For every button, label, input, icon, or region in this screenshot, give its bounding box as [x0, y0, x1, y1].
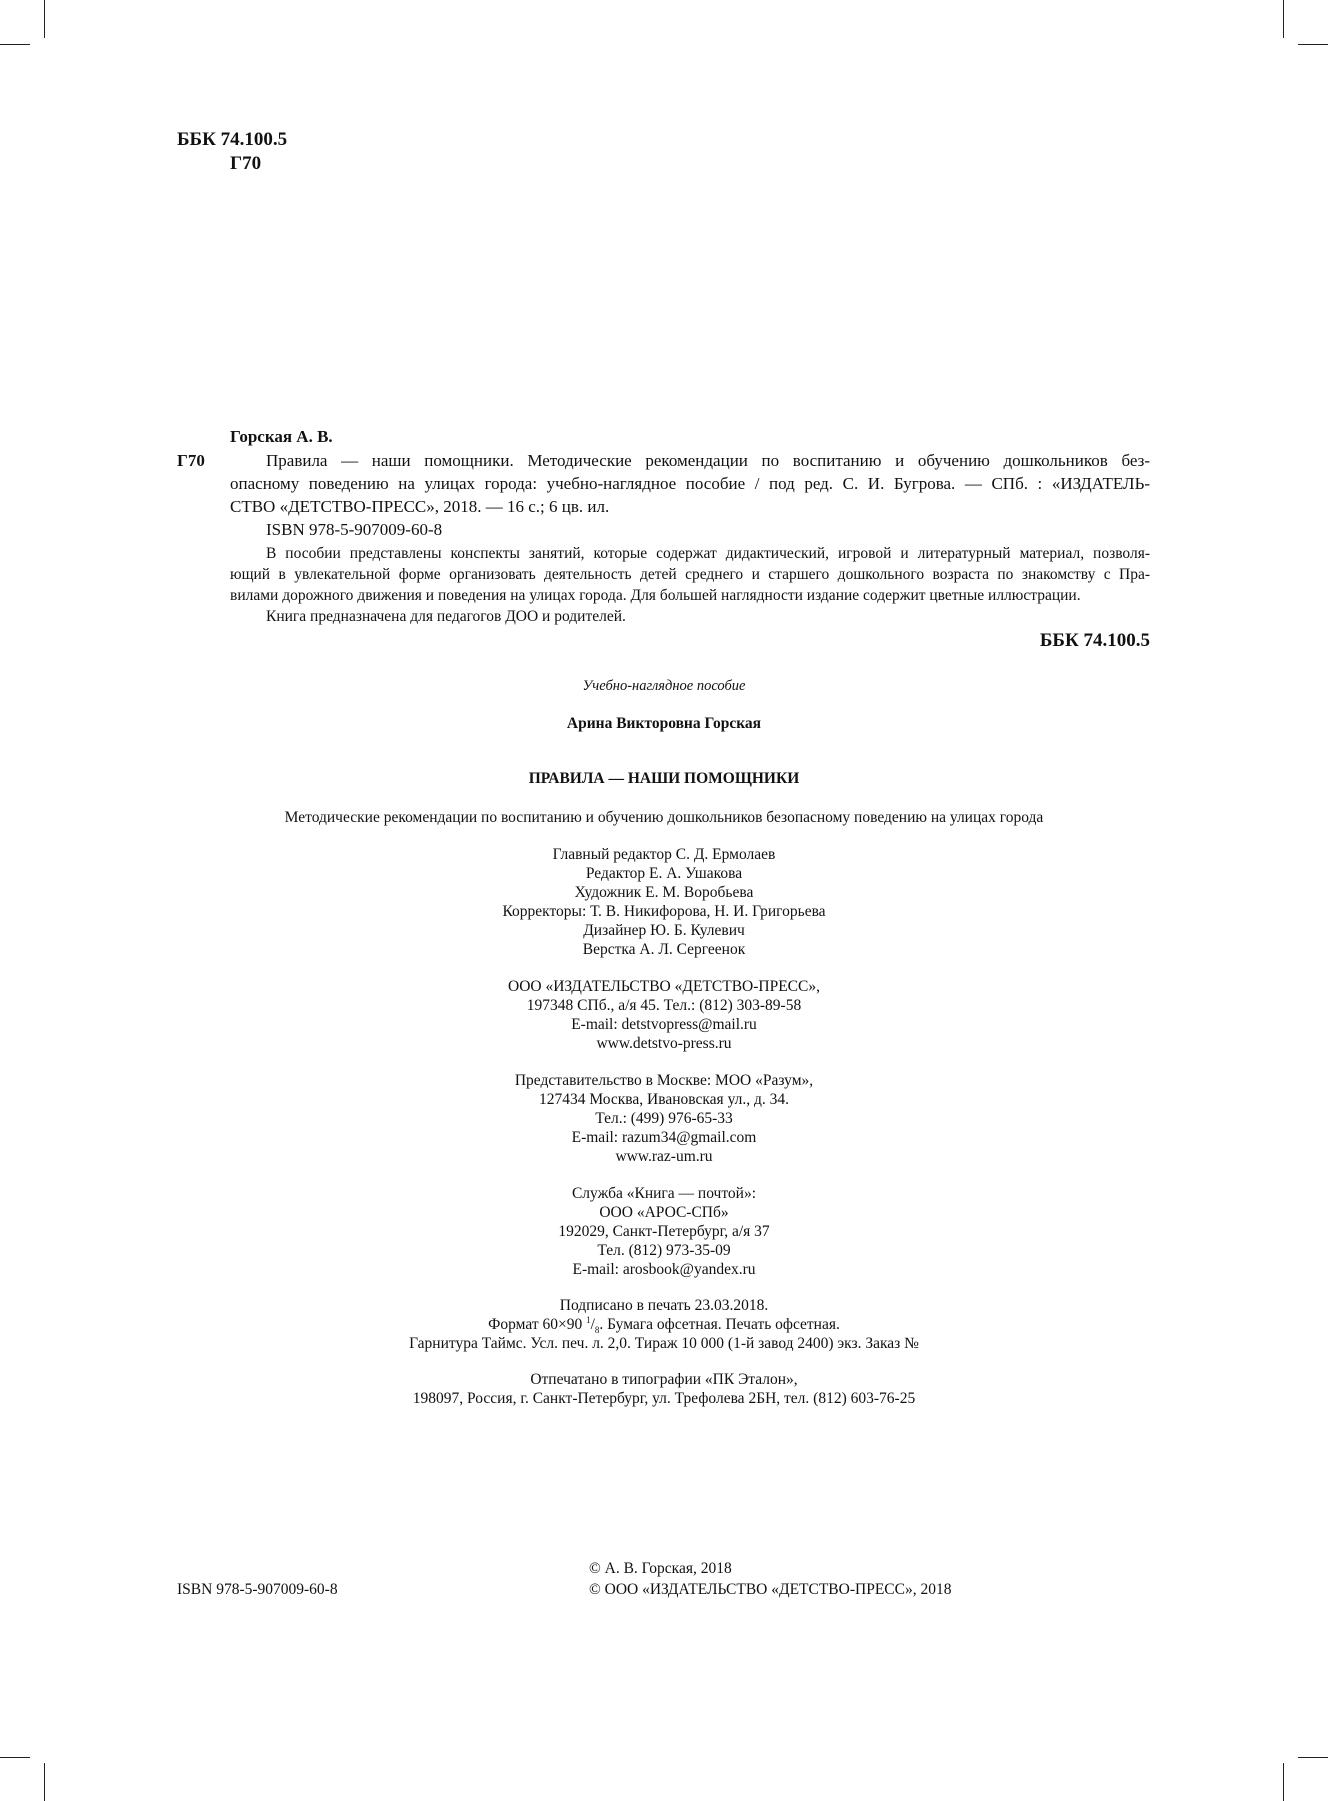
staff-list [0, 845, 1328, 959]
crop-mark-top-left-h [0, 44, 30, 45]
mail-service-info [0, 1184, 1328, 1279]
annotation-line-2: ющий в увлекательной форме организовать деятельность детей среднего и старшего дошкольного возраста по знакомству с Пра- [230, 566, 1150, 583]
format-prefix: Формат 60×90 [488, 1316, 587, 1333]
book-subtitle: Методические рекомендации по воспитанию и обучению дошкольников безопасному поведению на улицах города [284, 809, 1044, 826]
staff-line: Верстка А. Л. Сергеенок [582, 941, 746, 958]
staff-line: Художник Е. М. Воробьева [574, 884, 754, 901]
genre-label: Учебно-наглядное пособие [582, 678, 746, 694]
moscow-line: Представительство в Москве: МОО «Разум», [514, 1072, 814, 1089]
author-full-name: Арина Викторовна Горская [566, 715, 762, 732]
footer-isbn: ISBN 978-5-907009-60-8 [177, 1581, 338, 1598]
catalog-title-line-1: Правила — наши помощники. Методические рекомендации по воспитанию и обучению дошкольников без- [266, 451, 1150, 470]
format-suffix: . Бумага офсетная. Печать офсетная. [599, 1316, 840, 1333]
printed-at-info [0, 1370, 1328, 1408]
catalog-isbn: ISBN 978-5-907009-60-8 [266, 520, 443, 539]
format-line: Формат 60×90 $^1/_8$. Бумага офсетная. Печать офсетная. [488, 1314, 840, 1336]
crop-mark-top-right-v [1283, 0, 1284, 38]
signed-line: Подписано в печать 23.03.2018. [559, 1297, 769, 1314]
moscow-line: Тел.: (499) 976-65-33 [595, 1110, 733, 1127]
audience-note: Книга предназначена для педагогов ДОО и родителей. [266, 608, 626, 625]
staff-line: Корректоры: Т. В. Никифорова, Н. И. Григорьева [502, 903, 826, 920]
book-title: ПРАВИЛА — НАШИ ПОМОЩНИКИ [528, 770, 800, 787]
staff-line: Редактор Е. А. Ушакова [585, 865, 743, 882]
moscow-line: E-mail: razum34@gmail.com [571, 1129, 757, 1146]
mail-service-line: Служба «Книга — почтой»: [571, 1185, 757, 1202]
crop-mark-bottom-right-h [1298, 1757, 1328, 1758]
copyright-author: © А. В. Горская, 2018 [589, 1560, 732, 1577]
crop-mark-bottom-left-h [0, 1757, 30, 1758]
format-denominator: 8 [594, 1325, 600, 1336]
staff-line: Главный редактор С. Д. Ермолаев [552, 846, 776, 863]
mail-service-line: E-mail: arosbook@yandex.ru [572, 1261, 756, 1278]
catalog-title-line-3: СТВО «ДЕТСТВО-ПРЕСС», 2018. — 16 с.; 6 цв. ил. [230, 497, 610, 516]
publisher-line: ООО «ИЗДАТЕЛЬСТВО «ДЕТСТВО-ПРЕСС», [508, 978, 820, 995]
crop-mark-top-right-h [1298, 44, 1328, 45]
moscow-line: 127434 Москва, Ивановская ул., д. 34. [538, 1091, 790, 1108]
printed-at-line: 198097, Россия, г. Санкт-Петербург, ул. Трефолева 2БН, тел. (812) 603-76-25 [412, 1390, 916, 1407]
mail-service-line: 192029, Санкт-Петербург, а/я 37 [558, 1223, 770, 1240]
annotation-line-1: В пособии представлены конспекты занятий, которые содержат дидактический, игровой и литературный материал, позволя- [266, 545, 1150, 562]
bbk-code: ББК 74.100.5 [177, 129, 288, 150]
publisher-info [0, 977, 1328, 1053]
catalog-author: Горская А. В. [230, 427, 333, 446]
crop-mark-top-left-v [44, 0, 45, 38]
bbk-code-right: ББК 74.100.5 [1039, 630, 1150, 651]
crop-mark-bottom-left-v [44, 1763, 45, 1801]
format-numerator: 1 [586, 1314, 591, 1325]
crop-mark-bottom-right-v [1283, 1763, 1284, 1801]
moscow-line: www.raz-um.ru [615, 1148, 713, 1165]
annotation-line-3: вилами дорожного движения и поведения на улицах города. Для большей наглядности издание содержит цветные иллюстрации. [230, 587, 1081, 604]
publisher-line: www.detstvo-press.ru [596, 1035, 732, 1052]
publisher-line: E-mail: detstvopress@mail.ru [571, 1016, 757, 1033]
catalog-title-line-2: опасному поведению на улицах города: учебно-наглядное пособие / под ред. С. И. Бугрова. — СПб. : «ИЗДАТЕЛЬ- [230, 474, 1150, 493]
copyright-publisher: © ООО «ИЗДАТЕЛЬСТВО «ДЕТСТВО-ПРЕСС», 2018 [589, 1581, 952, 1598]
printed-at-line: Отпечатано в типографии «ПК Эталон», [530, 1371, 798, 1388]
publisher-line: 197348 СПб., а/я 45. Тел.: (812) 303-89-58 [526, 997, 802, 1014]
print-info [0, 1296, 1328, 1353]
run-line: Гарнитура Таймс. Усл. печ. л. 2,0. Тираж 10 000 (1-й завод 2400) экз. Заказ № [409, 1335, 919, 1352]
author-mark: Г70 [230, 153, 262, 174]
mail-service-line: ООО «АРОС-СПб» [599, 1204, 729, 1221]
mail-service-line: Тел. (812) 973-35-09 [597, 1242, 731, 1259]
moscow-office-info [0, 1071, 1328, 1166]
staff-line: Дизайнер Ю. Б. Кулевич [583, 922, 745, 939]
catalog-mark: Г70 [177, 451, 205, 470]
